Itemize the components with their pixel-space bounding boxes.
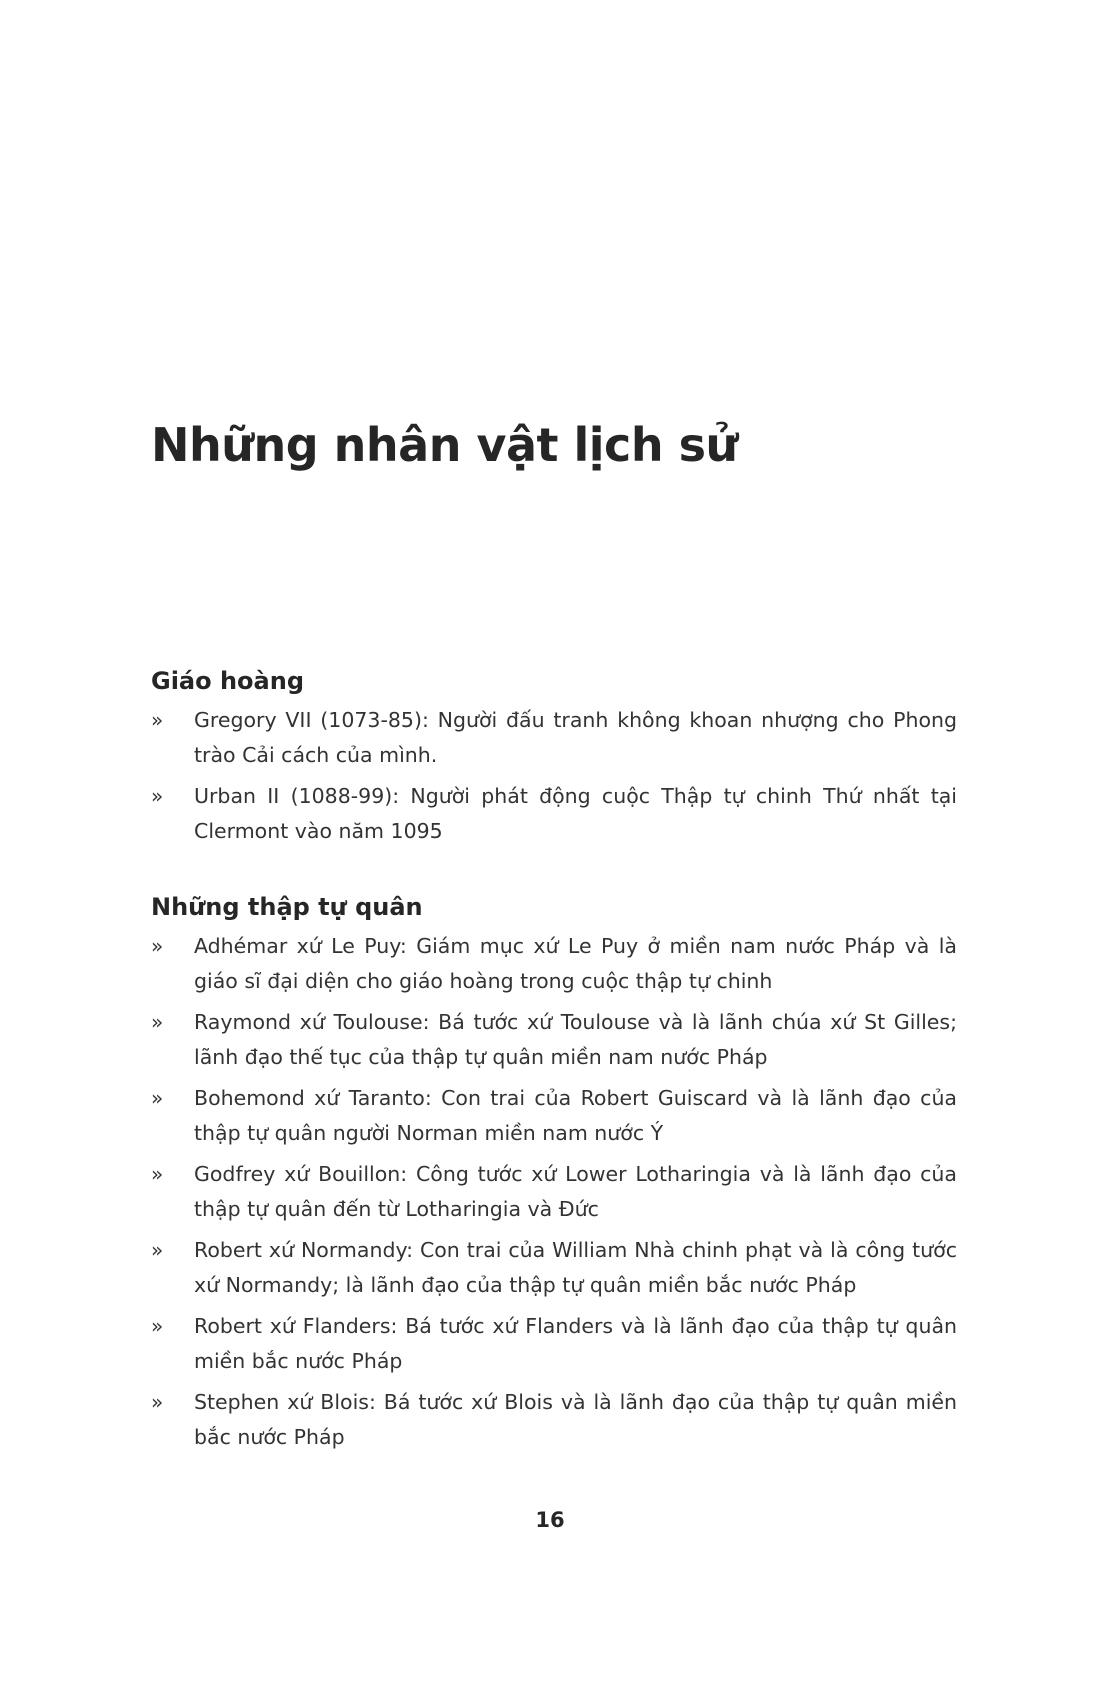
- list-item: [151, 1233, 957, 1303]
- list-item: [151, 1157, 957, 1227]
- list-item-text: Stephen xứ Blois: Bá tước xứ Blois và là lãnh đạo của thập tự quân miền bắc nước Pháp: [194, 1390, 957, 1449]
- bullet-glyph: »: [151, 1086, 164, 1110]
- bullet-glyph: »: [151, 934, 164, 958]
- list-item: [151, 779, 957, 849]
- list-item-text: Gregory VII (1073-85): Người đấu tranh không khoan nhượng cho Phong trào Cải cách của mình.: [194, 708, 957, 767]
- list-item-text: Godfrey xứ Bouillon: Công tước xứ Lower Lotharingia và là lãnh đạo của thập tự quân đến từ Lotharingia và Đức: [194, 1162, 957, 1221]
- list-item: [151, 1385, 957, 1455]
- section-crusaders: [151, 891, 957, 1461]
- bullet-glyph: »: [151, 1390, 164, 1414]
- section-heading-popes: Giáo hoàng: [151, 667, 304, 695]
- list-item-text: Robert xứ Flanders: Bá tước xứ Flanders và là lãnh đạo của thập tự quân miền bắc nước Pháp: [194, 1314, 957, 1373]
- list-item: [151, 1309, 957, 1379]
- list-item: [151, 703, 957, 773]
- list-item-text: Adhémar xứ Le Puy: Giám mục xứ Le Puy ở miền nam nước Pháp và là giáo sĩ đại diện cho giáo hoàng trong cuộc thập tự chinh: [194, 934, 957, 993]
- section-heading-crusaders: Những thập tự quân: [151, 893, 423, 921]
- bullet-glyph: »: [151, 1162, 164, 1186]
- chapter-title: Những nhân vật lịch sử: [151, 418, 738, 472]
- list-item-text: Robert xứ Normandy: Con trai của William Nhà chinh phạt và là công tước xứ Normandy; là lãnh đạo của thập tự quân miền bắc nước Pháp: [194, 1238, 957, 1297]
- list-item: [151, 1081, 957, 1151]
- bullet-glyph: »: [151, 1238, 164, 1262]
- popes-list: [151, 703, 957, 849]
- list-item-text: Bohemond xứ Taranto: Con trai của Robert Guiscard và là lãnh đạo của thập tự quân người Norman miền nam nước Ý: [194, 1086, 957, 1145]
- bullet-glyph: »: [151, 784, 164, 808]
- bullet-glyph: »: [151, 1314, 164, 1338]
- crusaders-list: [151, 929, 957, 1455]
- list-item-text: Raymond xứ Toulouse: Bá tước xứ Toulouse và là lãnh chúa xứ St Gilles; lãnh đạo thế tục của thập tự quân miền nam nước Pháp: [194, 1010, 957, 1069]
- page-number: 16: [535, 1508, 565, 1532]
- section-popes: [151, 665, 957, 855]
- list-item: [151, 1005, 957, 1075]
- list-item-text: Urban II (1088-99): Người phát động cuộc Thập tự chinh Thứ nhất tại Clermont vào năm 1095: [194, 784, 957, 843]
- bullet-glyph: »: [151, 1010, 164, 1034]
- list-item: [151, 929, 957, 999]
- bullet-glyph: »: [151, 708, 164, 732]
